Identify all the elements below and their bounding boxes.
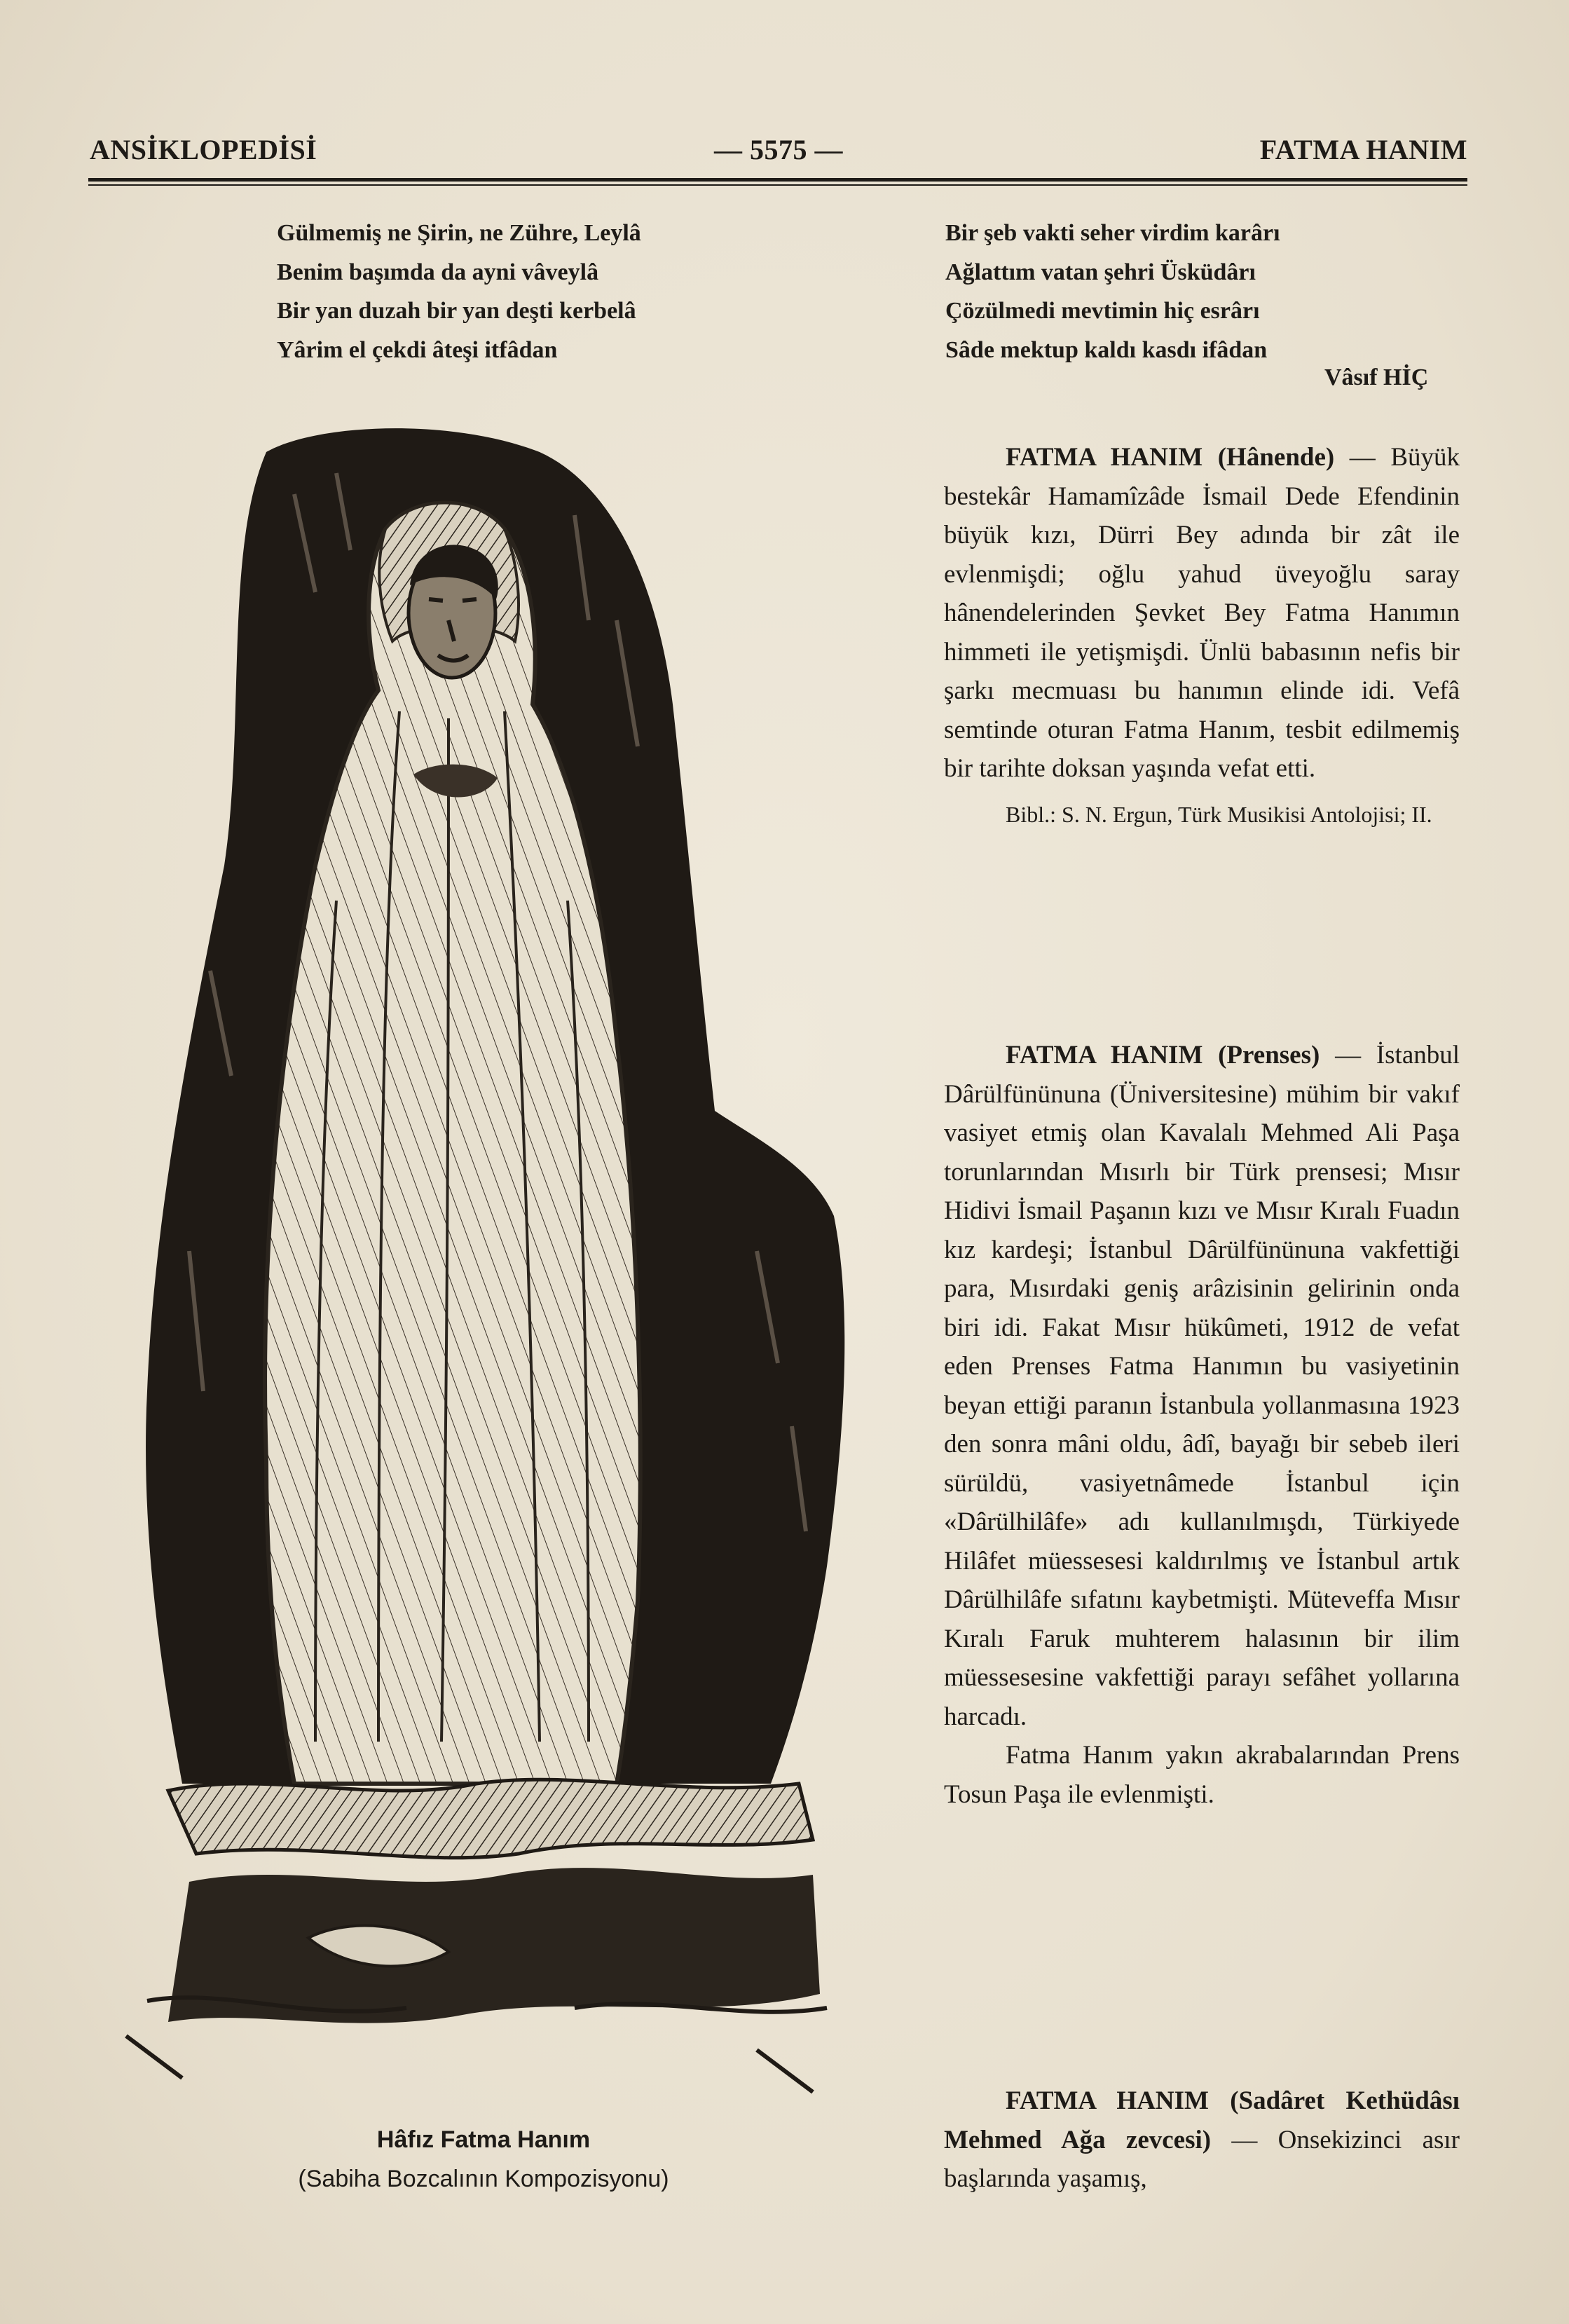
article-heading: FATMA HANIM (Prenses): [1006, 1041, 1320, 1069]
article-heading: FATMA HANIM (Hânende): [1006, 443, 1335, 472]
article-paragraph: [944, 438, 1460, 788]
article-text: Onsekizinci asır başlarında yaşamış,: [944, 2125, 1460, 2193]
article-text: Büyük bestekâr Hamamîzâde İsmail Dede Efendinin büyük kızı, Dürri Bey adında bir zât ile evlenmişdi; oğlu yahud üveyoğlu saray hânendelerinden Şevket Bey Fatma Hanımın himmeti ile yetişmişdi. Ünlü babasının nefis bir şarkı mecmuası bu hanımın elinde idi. Vefâ semtinde oturan Fatma Hanım, tesbit edilmemiş bir tarihte doksan yaşında vefat etti.: [944, 443, 1460, 783]
poem-line: Bir şeb vakti seher virdim karârı: [945, 220, 1280, 246]
article-paragraph: Fatma Hanım yakın akrabalarından Prens Tosun Paşa ile evlenmişti.: [944, 1741, 1460, 1809]
figure-caption-title: Hâfız Fatma Hanım: [376, 2126, 591, 2153]
poem-signature: Vâsıf HİÇ: [1324, 364, 1429, 390]
header-rule-thin: [88, 184, 1467, 186]
article-sadaret-kethudasi: [944, 2082, 1460, 2199]
portrait-illustration: [84, 410, 876, 2120]
article-text: İstanbul Dârülfününuna (Üniversitesine) mühim bir vakıf vasiyet etmiş olan Kavalalı Mehmed Ali Paşa torunlarından Mısırlı bir Türk prensesi; Mısır Hidivi İsmail Paşanın kızı ve Mısır Kıralı Fuadın kız kardeşi; İstanbul Dârülfününuna vakfettiği para, Mısırdaki geniş arâzisinin gelirinin onda biri idi. Fakat Mısır hükûmeti, 1912 de vefat eden Prenses Fatma Hanımın bu vasiyetinin beyan ettiği paranın İstanbula yollanmasına 1923 den sonra mâni oldu, âdî, bayağı bir sebeb ileri sürüldü, vasiyetnâmede İstanbul için «Dârülhilâfe» adı kullanılmışdı, Türkiyede Hilâfet müessesesi kaldırılmış ve İstanbul artık Dârülhilâfe sıfatını kaybetmişti. Müteveffa Mısır Kıralı Faruk muhterem halasının bir ilim müessesesine vakfettiği parayı sefâhet yollarına harcadı.: [944, 1041, 1460, 1731]
heading-dash: —: [1334, 443, 1376, 472]
article-prenses: [944, 1036, 1460, 1814]
poem-line: Ağlattım vatan şehri Üsküdârı: [945, 259, 1256, 285]
poem-line: Benim başımda da ayni vâveylâ: [277, 259, 599, 285]
poem-left-stanza: [277, 214, 641, 369]
poem-line: Sâde mektup kaldı kasdı ifâdan: [945, 336, 1268, 363]
running-header: [90, 133, 1467, 175]
poem-line: Gülmemiş ne Şirin, ne Zühre, Leylâ: [277, 220, 641, 246]
article-paragraph: [944, 1036, 1460, 1736]
rocky-base: [168, 1779, 813, 1858]
poem-line: Çözülmedi mevtimin hiç esrârı: [945, 298, 1260, 324]
poem-line: Yârim el çekdi âteşi itfâdan: [277, 336, 558, 363]
article-paragraph: [944, 2082, 1460, 2199]
heading-dash: —: [1211, 2125, 1258, 2154]
article-bibliography: Bibl.: S. N. Ergun, Türk Musikisi Antolojisi; II.: [1006, 801, 1432, 827]
poem-right-stanza: [945, 214, 1280, 369]
article-hanende: [944, 438, 1460, 834]
header-page-number: — 5575 —: [714, 134, 843, 165]
article-heading: FATMA HANIM (Sadâret Kethüdâsı Mehmed Ağa zevcesi): [944, 2086, 1460, 2154]
header-rule-thick: [88, 178, 1467, 182]
poem-line: Bir yan duzah bir yan deşti kerbelâ: [277, 298, 636, 324]
heading-dash: —: [1320, 1041, 1362, 1069]
figure-caption-credit: (Sabiha Bozcalının Kompozisyonu): [298, 2166, 669, 2192]
header-right-title: FATMA HANIM: [1259, 134, 1467, 165]
header-left-title: ANSİKLOPEDİSİ: [90, 134, 317, 165]
